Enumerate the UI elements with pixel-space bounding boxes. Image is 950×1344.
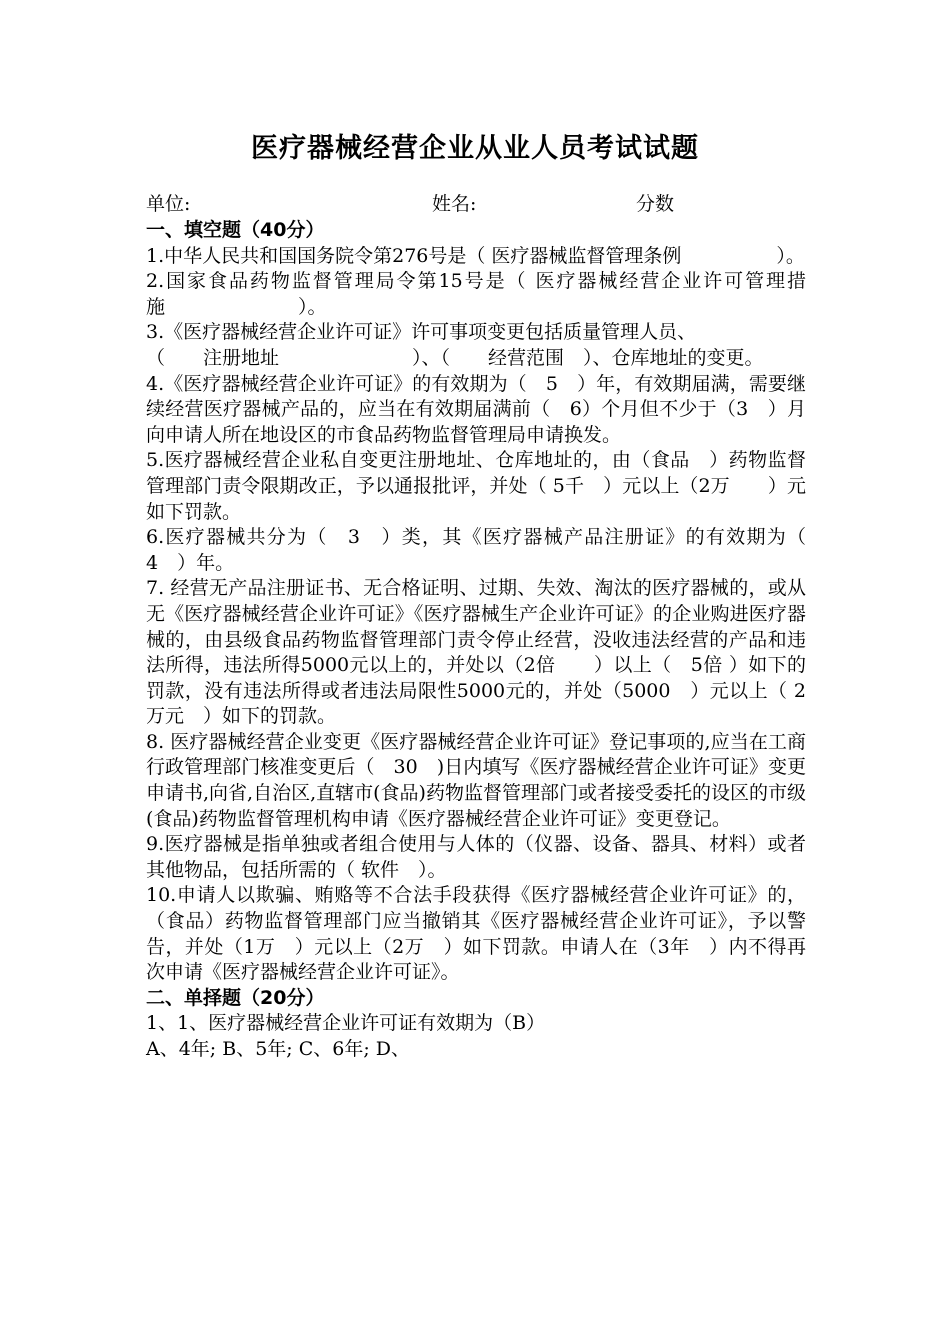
- question-item: 7. 经营无产品注册证书、无合格证明、过期、失效、淘汰的医疗器械的，或从无《医疗器械经营企业许可证》《医疗器械生产企业许可证》的企业购进医疗器械的，由县级食品药物监督管理部门责令停止经营，没收违法经营的产品和违法所得，违法所得5000元以上的，并处以（2倍 ）以上（ 5倍 ）如下的罚款，没有违法所得或者违法局限性5000元的，并处（5000 ）元以上（ 2万元 ）如下的罚款。: [146, 577, 806, 728]
- question-item: 6.医疗器械共分为（ 3 ）类，其《医疗器械产品注册证》的有效期为（ 4 ）年。: [146, 526, 826, 574]
- question-item: 2.国家食品药物监督管理局令第15号是（ 医疗器械经营企业许可管理措施 ）。: [146, 270, 806, 318]
- question-item: 3.《医疗器械经营企业许可证》许可事项变更包括质量管理人员、: [146, 321, 697, 344]
- question-item: 1.中华人民共和国国务院令第276号是（ 医疗器械监督管理条例 ）。: [146, 244, 805, 267]
- document-title: 医疗器械经营企业从业人员考试试题: [251, 133, 699, 164]
- question-item: 1、1、医疗器械经营企业许可证有效期为（B）: [146, 1012, 546, 1035]
- question-item: （ 注册地址 ）、（ 经营范围 ）、仓库地址的变更。: [146, 346, 764, 369]
- question-item: 10.申请人以欺骗、贿赂等不合法手段获得《医疗器械经营企业许可证》的，（食品）药物监督管理部门应当撤销其《医疗器械经营企业许可证》，予以警告，并处（1万 ）元以上（2万 ）如下罚款。申请人在（3年 ）内不得再次申请《医疗器械经营企业许可证》。: [146, 884, 806, 984]
- unit-label: 单位:: [146, 193, 191, 215]
- question-item: 5.医疗器械经营企业私自变更注册地址、仓库地址的，由（食品 ）药物监督管理部门责令限期改正，予以通报批评，并处（ 5千 ）元以上（2万 ）元如下罚款。: [146, 449, 806, 523]
- question-item: 8. 医疗器械经营企业变更《医疗器械经营企业许可证》登记事项的,应当在工商行政管理部门核准变更后（ 30 )日内填写《医疗器械经营企业许可证》变更申请书,向省,自治区,直辖市(食品)药物监督管理部门或者接受委托的设区的市级(食品)药物监督管理机构申请《医疗器械经营企业许可证》变更登记。: [146, 730, 806, 830]
- question-options: A、4年; B、5年; C、6年; D、: [146, 1038, 411, 1060]
- name-label: 姓名:: [432, 193, 477, 215]
- document-body: [146, 192, 826, 1063]
- header-fields: [146, 192, 806, 218]
- section-heading-fill-in: 一、填空题（40分）: [146, 219, 325, 241]
- section-heading-single-choice: 二、单择题（20分）: [146, 986, 325, 1009]
- question-item: 9.医疗器械是指单独或者组合使用与人体的（仪器、设备、器具、材料）或者其他物品，包括所需的（ 软件 ）。: [146, 833, 806, 881]
- score-label: 分数: [636, 193, 675, 215]
- question-item: 4.《医疗器械经营企业许可证》的有效期为（ 5 ）年，有效期届满，需要继续经营医疗器械产品的，应当在有效期届满前（ 6）个月但不少于（3 ）月向申请人所在地设区的市食品药物监督管理局申请换发。: [146, 372, 806, 446]
